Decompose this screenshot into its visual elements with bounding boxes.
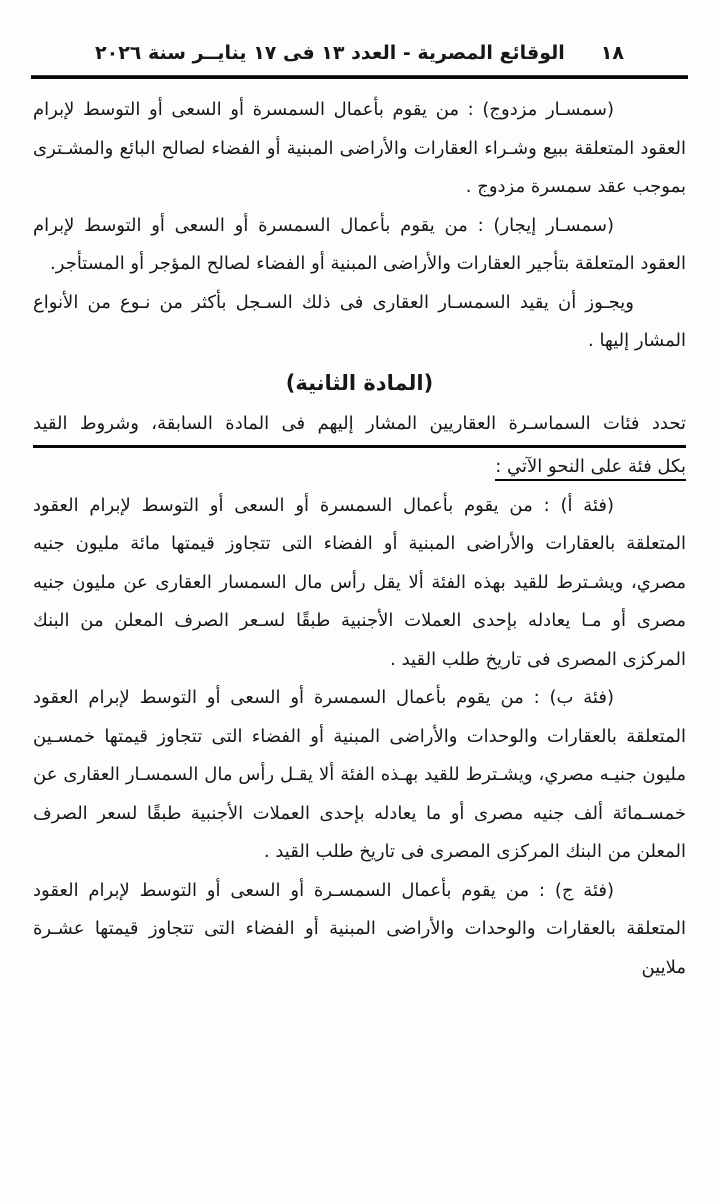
paragraph-category-c: (فئة ج) : من يقوم بأعمال السمسـرة أو السعى أو التوسط لإبرام العقود المتعلقة بالعقارات والوحدات والأراضى المبنية أو الفضاء التى تتجاوز قيمتها عشـرة ملايين — [33, 879, 686, 978]
document-body — [33, 91, 686, 987]
paragraph-category-a: (فئة أ) : من يقوم بأعمال السمسرة أو السعى أو التوسط لإبرام العقود المتعلقة بالعقارات والأراضى المبنية أو الفضاء التى تتجاوز قيمتها مائة مليون جنيه مصري، ويشـترط للقيد بهذه الفئة ألا يقل رأس مال السمسار العقارى عن مليون جنيه مصرى أو مـا يعادله بإحدى العملات الأجنبية طبقًا لسـعر الصرف المعلن من البنك المركزى المصرى فى تاريخ طلب القيد . — [33, 494, 686, 670]
page-header — [0, 0, 719, 79]
paragraph-broker-rental-definition: (سمسـار إيجار) : من يقوم بأعمال السمسرة أو السعى أو التوسط لإبرام العقود المتعلقة بتأجير العقارات والأراضى المبنية أو الفضاء لصالح المؤجر أو المستأجر. — [33, 214, 686, 274]
header-rule — [31, 75, 688, 79]
article-two-intro-line-2 — [33, 448, 686, 487]
article-two-intro-line-2-text: بكل فئة على النحو الآتي : — [495, 456, 686, 481]
paragraph-broker-double-definition: (سمسـار مزدوج) : من يقوم بأعمال السمسرة أو السعى أو التوسط لإبرام العقود المتعلقة ببيع وشـراء العقارات والأراضى المبنية أو الفضاء لصالح البائع والمشـترى بموجب عقد سمسرة مزدوج . — [33, 99, 686, 197]
paragraph-multiple-registration-note: ويجـوز أن يقيد السمسـار العقارى فى ذلك السـجل بأكثر من نـوع من الأنواع المشار إليها . — [33, 291, 686, 351]
article-two-intro-line-1: تحدد فئات السماسـرة العقاريين المشار إليهم فى المادة السابقة، وشروط القيد — [33, 405, 686, 449]
header-row — [0, 42, 719, 64]
paragraph-category-b: (فئة ب) : من يقوم بأعمال السمسرة أو السعى أو التوسط لإبرام العقود المتعلقة بالعقارات والوحدات والأراضى المبنية أو الفضاء التى تتجاوز قيمتها خمسـين مليون جنيـه مصري، ويشـترط للقيد بهـذه الفئة ألا يقـل رأس مال السمسـار العقارى عن خمسـمائة ألف جنيه مصرى أو ما يعادله بإحدى العملات الأجنبية طبقًا لسعر الصرف المعلن من البنك المركزى المصرى فى تاريخ طلب القيد . — [33, 687, 686, 862]
page-number: ١٨ — [600, 42, 624, 64]
article-two-heading: (المادة الثانية) — [285, 370, 434, 395]
gazette-title: الوقائع المصرية - العدد ١٣ فى ١٧ ينايــر سنة ٢٠٢٦ — [95, 42, 565, 64]
